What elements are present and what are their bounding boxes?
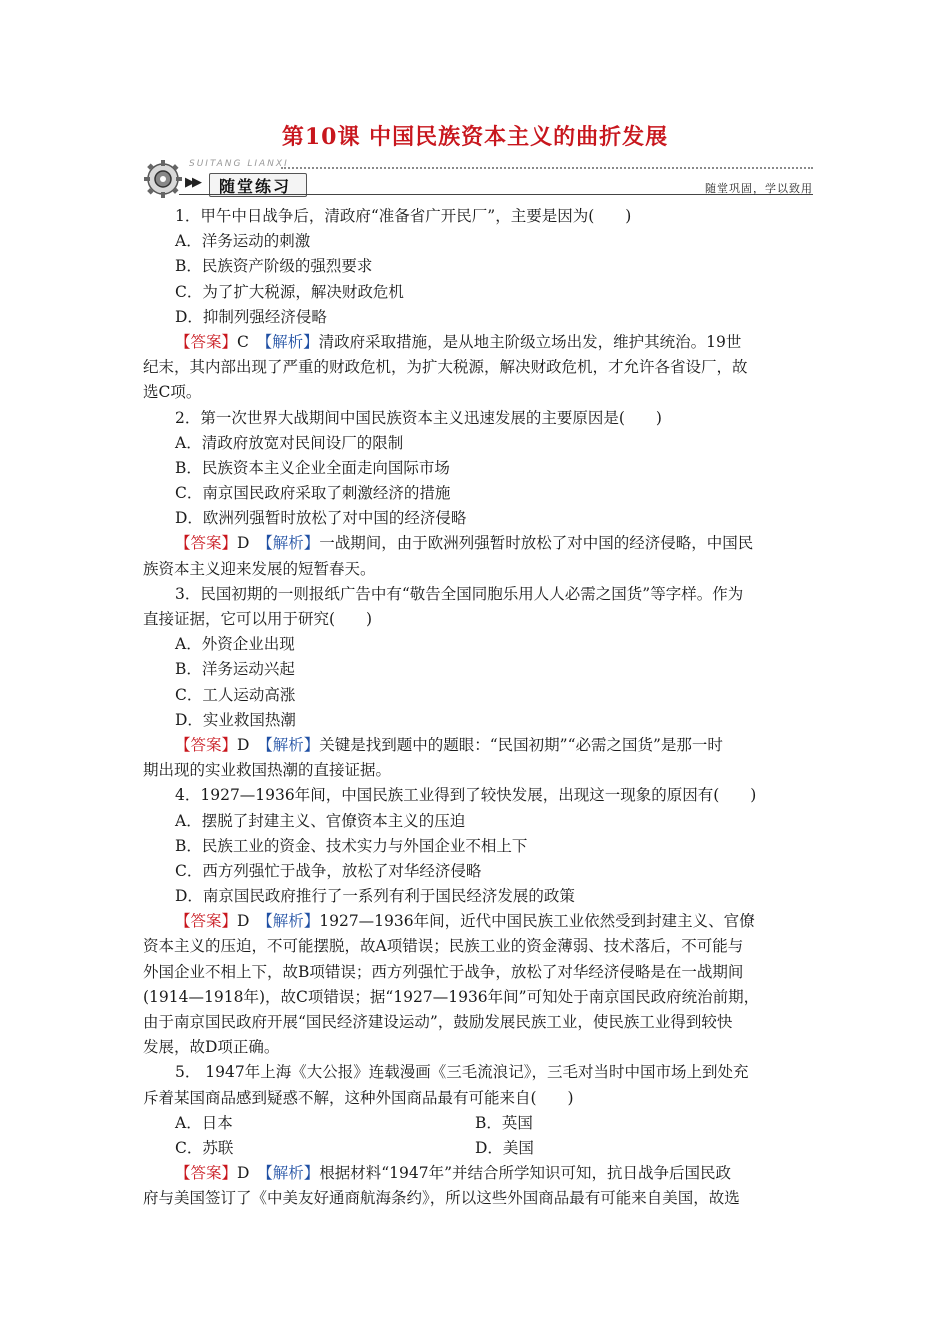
analysis-tag: 【解析】 [264, 735, 320, 754]
analysis-tag: 【解析】 [264, 534, 320, 553]
answer-tag: 【答案】 [175, 332, 238, 351]
question-3-analysis-line: 期出现的实业救国热潮的直接证据。 [143, 761, 392, 780]
analysis-text: 根据材料“1947年”并结合所学知识可知，抗日战争后国民政 [319, 1164, 732, 1183]
question-4-option-d: D．南京国民政府推行了一系列有利于国民经济发展的政策 [175, 887, 575, 906]
question-5-stem-cont: 斥着某国商品感到疑惑不解，这种外国商品最有可能来自( ) [143, 1088, 574, 1107]
question-5-analysis-line: 府与美国签订了《中美友好通商航海条约》，所以这些外国商品最有可能来自美国，故选 [143, 1189, 740, 1208]
answer-value: C [237, 332, 249, 351]
question-5-option-b: B．英国 [475, 1113, 533, 1132]
question-3-stem-cont: 直接证据，它可以用于研究( ) [143, 610, 373, 628]
question-2-option-b: B．民族资本主义企业全面走向国际市场 [175, 458, 450, 477]
question-4-option-b: B．民族工业的资金、技术实力与外国企业不相上下 [175, 836, 528, 855]
question-1-option-d: D．抑制列强经济侵略 [175, 307, 327, 326]
question-1-option-a: A．洋务运动的刺激 [175, 232, 311, 251]
question-1-analysis-line: 选C项。 [143, 383, 202, 402]
analysis-tag: 【解析】 [264, 912, 320, 931]
question-5-option-a: A．日本 [175, 1113, 233, 1132]
banner-dotted-rule [281, 167, 813, 169]
answer-value: D [237, 735, 250, 754]
question-3-stem: 3．民国初期的一则报纸广告中有“敬告全国同胞乐用人人必需之国货”等字样。作为 [175, 584, 744, 603]
page-title: 第10课 中国民族资本主义的曲折发展 [281, 124, 669, 150]
question-3-option-a: A．外资企业出现 [175, 635, 295, 654]
question-5-stem: 5． 1947年上海《大公报》连载漫画《三毛流浪记》，三毛对当时中国市场上到处充 [175, 1063, 749, 1082]
question-3-answer [143, 733, 807, 758]
analysis-text: 一战期间，由于欧洲列强暂时放松了对中国的经济侵略，中国民 [319, 534, 754, 553]
question-2-option-c: C．南京国民政府采取了刺激经济的措施 [175, 484, 451, 503]
question-1-answer [143, 330, 807, 355]
question-4-option-c: C．西方列强忙于战争，放松了对华经济侵略 [175, 861, 482, 880]
question-3-option-d: D．实业救国热潮 [175, 710, 296, 729]
question-5-option-c: C．苏联 [175, 1138, 234, 1157]
section-banner [143, 157, 813, 203]
question-1-analysis-line: 纪末，其内部出现了严重的财政危机，为扩大税源，解决财政危机，才允许各省设厂，故 [143, 358, 748, 377]
analysis-text: 关键是找到题中的题眼：“民国初期”“必需之国货”是那一时 [319, 735, 723, 754]
banner-label: 随堂练习 [219, 177, 292, 196]
question-1-option-c: C．为了扩大税源，解决财政危机 [175, 282, 404, 301]
question-1-stem: 1．甲午中日战争后，清政府“准备省广开民厂”，主要是因为( ) [175, 207, 632, 225]
answer-value: D [237, 1164, 250, 1183]
answer-tag: 【答案】 [175, 735, 238, 754]
gear-icon [143, 159, 183, 199]
question-4-analysis-line: 发展，故D项正确。 [143, 1038, 280, 1057]
analysis-tag: 【解析】 [264, 1164, 320, 1183]
analysis-text: 清政府采取措施，是从地主阶级立场出发，维护其统治。19世 [318, 332, 742, 351]
analysis-text: 1927—1936年间，近代中国民族工业依然受到封建主义、官僚 [319, 912, 755, 931]
question-4-analysis-line: 由于南京国民政府开展“国民经济建设运动”，鼓励发展民族工业，使民族工业得到较快 [143, 1013, 733, 1031]
question-4-stem: 4．1927—1936年间，中国民族工业得到了较快发展，出现这一现象的原因有( ) [175, 786, 757, 805]
double-arrow-icon: ▶▶ [185, 175, 199, 190]
answer-value: D [237, 534, 250, 553]
question-3-option-c: C．工人运动高涨 [175, 685, 296, 704]
question-5-option-d: D．美国 [475, 1138, 534, 1157]
question-5-options-row [143, 1111, 807, 1136]
question-2-option-d: D．欧洲列强暂时放松了对中国的经济侵略 [175, 509, 467, 528]
question-4-analysis-line: 外国企业不相上下，故B项错误；西方列强忙于战争，放松了对华经济侵略是在一战期间 [143, 962, 744, 981]
question-2-analysis-line: 族资本主义迎来发展的短暂春天。 [143, 559, 376, 578]
answer-tag: 【答案】 [175, 534, 238, 553]
question-1-option-b: B．民族资产阶级的强烈要求 [175, 257, 373, 276]
question-5-options-row [143, 1136, 807, 1161]
question-2-stem: 2．第一次世界大战期间中国民族资本主义迅速发展的主要原因是( ) [175, 408, 662, 427]
question-2-option-a: A．清政府放宽对民间设厂的限制 [175, 433, 404, 452]
question-4-answer [143, 909, 807, 934]
banner-pinyin: SUITANG LIANXI [189, 159, 289, 169]
exercise-list [143, 204, 807, 1212]
answer-value: D [237, 912, 250, 931]
answer-tag: 【答案】 [175, 912, 238, 931]
banner-motto: 随堂巩固，学以致用 [705, 182, 813, 195]
analysis-tag: 【解析】 [264, 332, 319, 351]
question-4-option-a: A．摆脱了封建主义、官僚资本主义的压迫 [175, 811, 466, 830]
answer-tag: 【答案】 [175, 1164, 238, 1183]
question-3-option-b: B．洋务运动兴起 [175, 660, 295, 679]
question-5-answer [143, 1161, 807, 1186]
question-4-analysis-line: 资本主义的压迫，不可能摆脱，故A项错误；民族工业的资金薄弱、技术落后，不可能与 [143, 937, 744, 956]
question-2-answer [143, 531, 807, 556]
question-4-analysis-line: (1914—1918年)，故C项错误；据“1927—1936年间”可知处于南京国民政府统治前期， [143, 987, 760, 1006]
